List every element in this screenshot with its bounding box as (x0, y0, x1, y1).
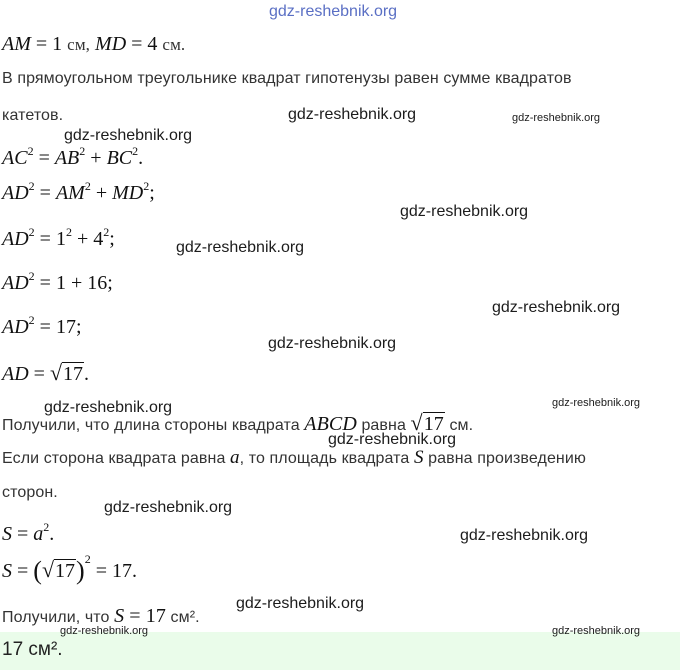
watermark: gdz-reshebnik.org (176, 239, 305, 256)
watermark: gdz-reshebnik.org (268, 335, 397, 352)
result-area-text: Получили, что S = 17 см². (2, 605, 200, 627)
watermark-small: gdz-reshebnik.org (60, 625, 149, 637)
area-rule-text-2: сторон. (2, 484, 58, 501)
watermark: gdz-reshebnik.org (460, 527, 589, 544)
watermark: gdz-reshebnik.org (104, 499, 233, 516)
result-side-text: Получили, что длина стороны квадрата ABCD равна √17 см. (2, 410, 474, 435)
equation-ad-root: AD = √17. (2, 360, 90, 385)
watermark-small: gdz-reshebnik.org (552, 397, 641, 409)
answer-value: 17 см². (2, 639, 63, 660)
watermark: gdz-reshebnik.org (492, 299, 621, 316)
watermark: gdz-reshebnik.org (400, 203, 529, 220)
watermark-top: gdz-reshebnik.org (269, 3, 398, 20)
area-rule-text-1: Если сторона квадрата равна a, то площадь квадрата S равна произведению (2, 447, 587, 468)
equation-pythagoras: $AC^2 = AB^2 + BC^2$. (2, 144, 144, 169)
watermark: gdz-reshebnik.org (64, 127, 193, 144)
equation-ad-numbers: $AD^2 = 1^2 + 4^2$; (2, 225, 115, 250)
theorem-text-1: В прямоугольном треугольнике квадрат гипотенузы равен сумме квадратов (2, 70, 572, 87)
watermark-small: gdz-reshebnik.org (512, 112, 601, 124)
equation-ad-add: $AD^2 = 1 + 16$; (2, 269, 113, 294)
watermark: gdz-reshebnik.org (236, 595, 365, 612)
answer-box (0, 632, 680, 670)
equation-area-value: $S = (√17)^2 = 17$. (2, 552, 137, 585)
given-line: AM = 1 см, MD = 4 см. (2, 33, 186, 55)
equation-area-formula: $S = a^2$. (2, 520, 55, 545)
watermark: gdz-reshebnik.org (328, 431, 457, 448)
watermark: gdz-reshebnik.org (288, 106, 417, 123)
theorem-text-2: катетов. (2, 107, 64, 124)
watermark: gdz-reshebnik.org (44, 399, 173, 416)
equation-ad-17: $AD^2 = 17$; (2, 313, 82, 338)
equation-ad-sum: $AD^2 = AM^2 + MD^2$; (2, 179, 155, 204)
watermark-small: gdz-reshebnik.org (552, 625, 641, 637)
